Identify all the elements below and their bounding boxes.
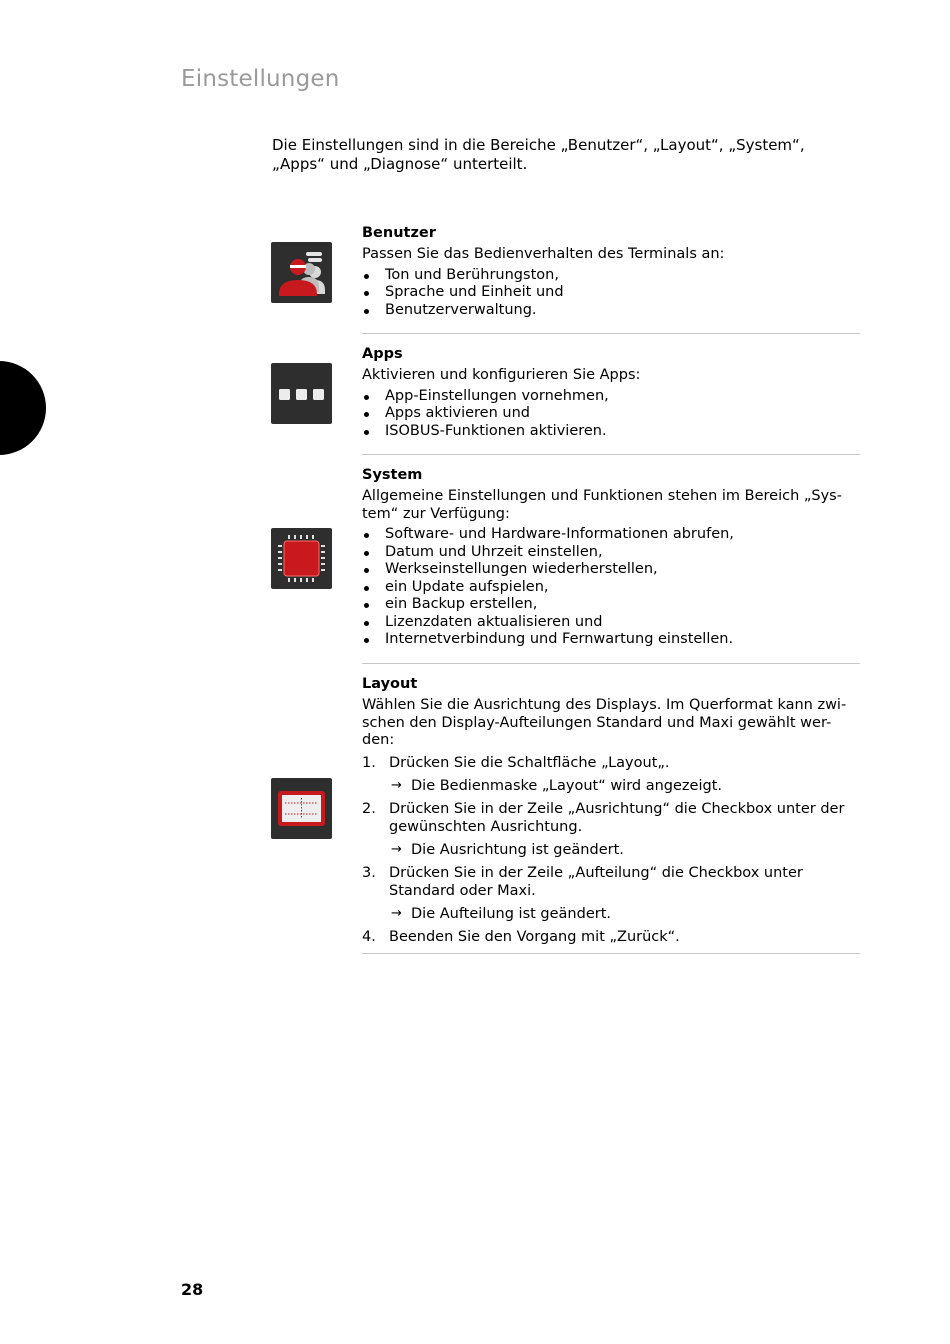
list-item: Sprache und Einheit und [362, 284, 860, 302]
step-number: 1. [362, 754, 376, 771]
arrow-right-icon: → [391, 905, 402, 921]
step-number: 4. [362, 928, 376, 945]
list-item: ISOBUS-Funktionen aktivieren. [362, 423, 860, 441]
bullet-list [362, 526, 860, 649]
bullet-list [362, 267, 860, 320]
step-result-text: Die Ausrichtung ist geändert. [411, 841, 624, 858]
step-list [362, 754, 860, 946]
step-result [389, 841, 860, 859]
section-description: Aktivieren und konfigurieren Sie Apps: [362, 367, 641, 383]
step-result-text: Die Bedienmaske „Layout“ wird angezeigt. [411, 777, 722, 794]
arrow-right-icon: → [391, 841, 402, 857]
section-title: Layout [362, 676, 418, 692]
list-item: Werkseinstellungen wiederherstellen, [362, 561, 860, 579]
step-item [362, 928, 860, 946]
section-divider [362, 454, 860, 455]
section-title: Apps [362, 346, 403, 362]
layout-icon [271, 778, 332, 839]
section-layout [362, 676, 860, 951]
user-settings-icon [271, 242, 332, 303]
section-title: Benutzer [362, 225, 436, 241]
step-result [389, 905, 860, 923]
section-divider [362, 663, 860, 664]
arrow-right-icon: → [391, 777, 402, 793]
intro-paragraph: Die Einstellungen sind in die Bereiche „Benutzer“, „Layout“, „System“, „Apps“ und „Diagnose“ unterteilt. [272, 136, 805, 173]
page-number: 28 [181, 1280, 204, 1299]
section-apps [362, 346, 860, 440]
section-title: System [362, 467, 423, 483]
list-item: ein Backup erstellen, [362, 596, 860, 614]
step-result-text: Die Aufteilung ist geändert. [411, 905, 611, 922]
step-text: Drücken Sie die Schaltfläche „Layout„. [389, 754, 670, 771]
section-benutzer [362, 225, 860, 319]
list-item: App-Einstellungen vornehmen, [362, 388, 860, 406]
list-item: Apps aktivieren und [362, 405, 860, 423]
section-description: Allgemeine Einstellungen und Funktionen stehen im Bereich „Sys-tem“ zur Verfügung: [362, 488, 842, 522]
bullet-list [362, 388, 860, 441]
step-number: 3. [362, 864, 376, 881]
section-description: Wählen Sie die Ausrichtung des Displays. Im Querformat kann zwi-schen den Display-Aufteilungen Standard und Maxi gewählt wer-den: [362, 697, 847, 748]
apps-icon [271, 363, 332, 424]
step-text: Beenden Sie den Vorgang mit „Zurück“. [389, 928, 680, 945]
list-item: Datum und Uhrzeit einstellen, [362, 544, 860, 562]
step-result [389, 777, 860, 795]
thumb-index-tab [0, 361, 46, 455]
step-item [362, 754, 860, 795]
step-item [362, 864, 860, 923]
list-item: Ton und Berührungston, [362, 267, 860, 285]
step-text: Drücken Sie in der Zeile „Ausrichtung“ die Checkbox unter der gewünschten Ausrichtung. [389, 800, 845, 835]
page-title: Einstellungen [181, 66, 340, 92]
list-item: ein Update aufspielen, [362, 579, 860, 597]
list-item: Internetverbindung und Fernwartung einstellen. [362, 631, 860, 649]
section-description: Passen Sie das Bedienverhalten des Terminals an: [362, 246, 725, 262]
section-system [362, 467, 860, 649]
list-item: Benutzerverwaltung. [362, 302, 860, 320]
section-divider [362, 333, 860, 334]
step-item [362, 800, 860, 859]
list-item: Software- und Hardware-Informationen abrufen, [362, 526, 860, 544]
section-divider [362, 953, 860, 954]
list-item: Lizenzdaten aktualisieren und [362, 614, 860, 632]
step-text: Drücken Sie in der Zeile „Aufteilung“ die Checkbox unter Standard oder Maxi. [389, 864, 803, 899]
step-number: 2. [362, 800, 376, 817]
chip-icon [271, 528, 332, 589]
